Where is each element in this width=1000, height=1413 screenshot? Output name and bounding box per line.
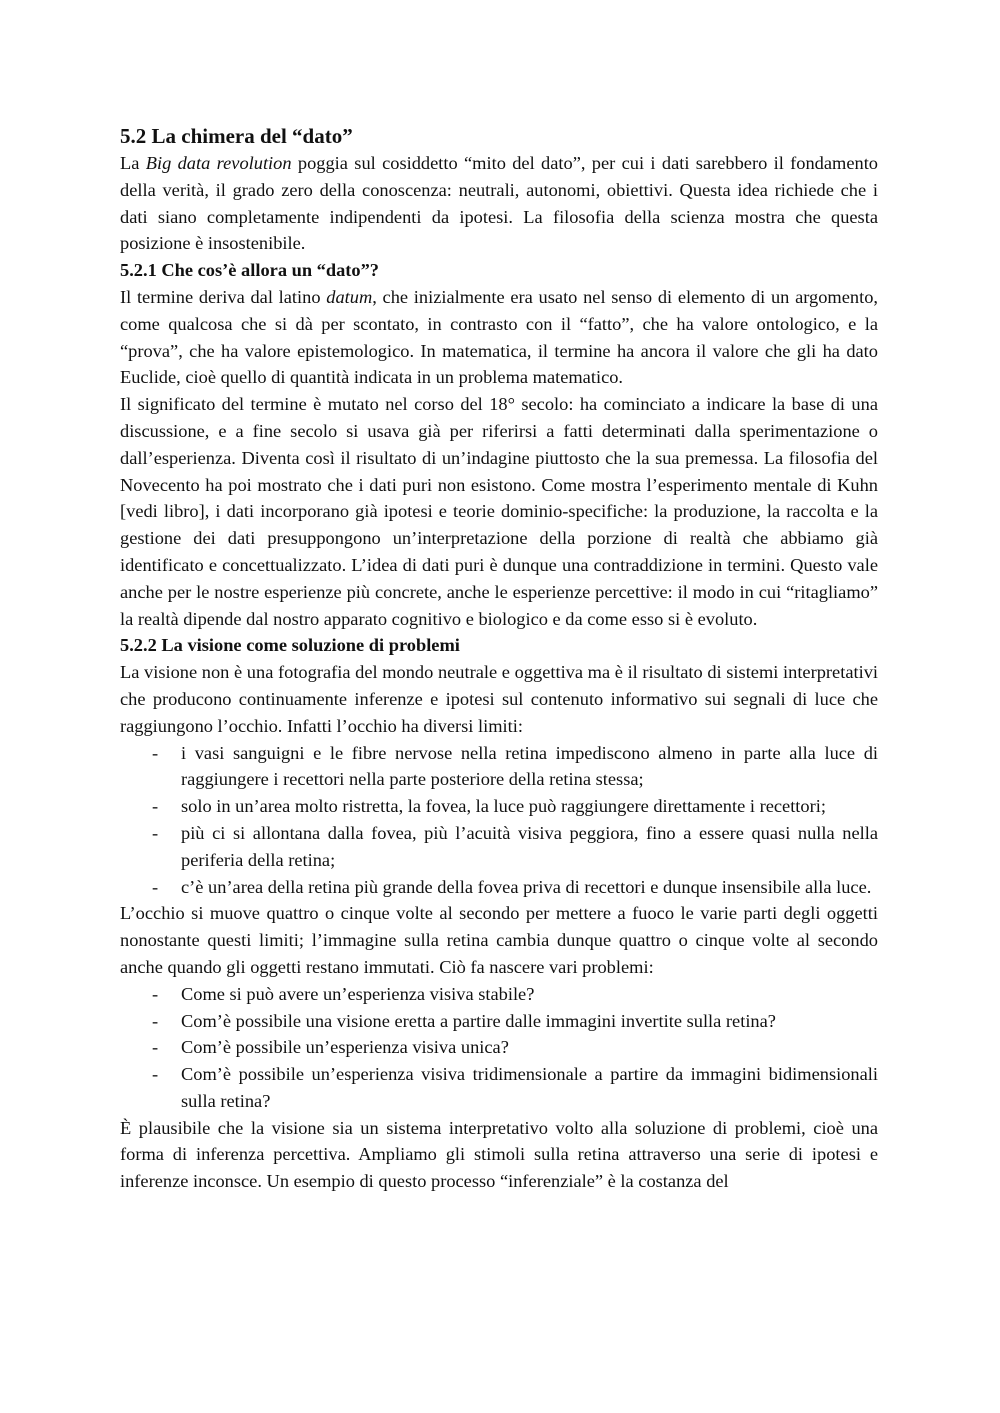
section-title: 5.2 La chimera del “dato”	[120, 124, 353, 148]
intro-paragraph	[120, 150, 878, 257]
paragraph-datum	[120, 284, 878, 391]
dash-bullet: -	[152, 1010, 159, 1031]
dash-bullet: -	[152, 876, 159, 897]
paragraph-inference: È plausibile che la visione sia un sistema interpretativo volto alla soluzione di problemi, cioè una forma di inferenza percettiva. Ampliamo gli stimoli sulla retina attraverso una serie di ipotesi e inferenze inconsce. Un esempio di questo processo “inferenziale” è la costanza del	[120, 1117, 878, 1192]
problems-list	[120, 981, 878, 1115]
dash-bullet: -	[152, 1037, 159, 1058]
dash-bullet: -	[152, 983, 159, 1004]
list-item	[120, 874, 878, 901]
subsection-title-1: 5.2.1 Che cos’è allora un “dato”?	[120, 260, 379, 281]
list-item-text: Com’è possibile un’esperienza visiva unica?	[181, 1037, 509, 1058]
list-item	[120, 1008, 878, 1035]
document-page	[120, 122, 878, 1195]
list-item-text: più ci si allontana dalla fovea, più l’acuità visiva peggiora, fino a essere quasi nulla nella periferia della retina;	[181, 822, 878, 870]
dash-bullet: -	[152, 742, 159, 763]
datum-rest: , che inizialmente era usato nel senso di elemento di un argomento, come qualcosa che si dà per scontato, in contrasto con il “fatto”, che ha valore ontologico, e la “prova”, che ha valore epistemologico. In matematica, il termine ha ancora il valore che gli ha dato Euclide, cioè quello di quantità indicata in un problema matematico.	[120, 286, 878, 388]
paragraph-meaning: Il significato del termine è mutato nel corso del 18° secolo: ha cominciato a indicare la base di una discussione, e a fine secolo si usava già per riferirsi a fatti determinati dalla sperimentazione o dall’esperienza. Diventa così il risultato di un’indagine piuttosto che la sua premessa. La filosofia del Novecento ha poi mostrato che i dati puri non esistono. Come mostra l’esperimento mentale di Kuhn [vedi libro], i dati incorporano già ipotesi e teorie dominio-specifiche: la produzione, la raccolta e la gestione dei dati presuppongono un’interpretazione della porzione di realtà che abbiamo già identificato e concettualizzato. L’idea di dati puri è dunque una contraddizione in termini. Questo vale anche per le nostre esperienze più concrete, anche le esperienze percettive: il modo in cui “ritagliamo” la realtà dipende dal nostro apparato cognitivo e biologico e da come esso si è evoluto.	[120, 394, 878, 629]
list-item-text: i vasi sanguigni e le fibre nervose nella retina impediscono almeno in parte alla luce di raggiungere i recettori nella parte posteriore della retina stessa;	[181, 742, 878, 790]
dash-bullet: -	[152, 796, 159, 817]
list-item	[120, 1061, 878, 1115]
dash-bullet: -	[152, 1064, 159, 1085]
list-item-text: Com’è possibile una visione eretta a partire dalle immagini invertite sulla retina?	[181, 1010, 776, 1031]
datum-lead: Il termine deriva dal latino	[120, 286, 327, 307]
subsection-title-2: 5.2.2 La visione come soluzione di problemi	[120, 635, 460, 656]
eye-limits-list	[120, 740, 878, 901]
list-item-text: Com’è possibile un’esperienza visiva tridimensionale a partire da immagini bidimensionali sulla retina?	[181, 1064, 878, 1111]
intro-rest: poggia sul cosiddetto “mito del dato”, per cui i dati sarebbero il fondamento della verità, il grado zero della conoscenza: neutrali, autonomi, obiettivi. Questa idea richiede che i dati siano completamente indipendenti da ipotesi. La filosofia della scienza mostra che questa posizione è insostenibile.	[120, 153, 878, 254]
paragraph-eye-movement: L’occhio si muove quattro o cinque volte al secondo per mettere a fuoco le varie parti degli oggetti nonostante questi limiti; l’immagine sulla retina cambia dunque quattro o cinque volte al secondo anche quando gli oggetti restano immutati. Ciò fa nascere vari problemi:	[120, 903, 878, 977]
datum-emphasis: datum	[326, 286, 373, 307]
list-item-text: solo in un’area molto ristretta, la fovea, la luce può raggiungere direttamente i recettori;	[181, 796, 826, 817]
list-item	[120, 740, 878, 794]
list-item-text: Come si può avere un’esperienza visiva stabile?	[181, 983, 535, 1004]
intro-lead: La	[120, 153, 146, 173]
list-item	[120, 793, 878, 820]
list-item	[120, 981, 878, 1008]
dash-bullet: -	[152, 822, 159, 843]
paragraph-vision: La visione non è una fotografia del mondo neutrale e oggettiva ma è il risultato di sistemi interpretativi che producono continuamente inferenze e ipotesi sul contenuto informativo sui segnali di luce che raggiungono l’occhio. Infatti l’occhio ha diversi limiti:	[120, 662, 878, 736]
list-item	[120, 820, 878, 874]
list-item	[120, 1034, 878, 1061]
list-item-text: c’è un’area della retina più grande della fovea priva di recettori e dunque insensibile alla luce.	[181, 876, 872, 897]
intro-emphasis: Big data revolution	[145, 153, 292, 173]
